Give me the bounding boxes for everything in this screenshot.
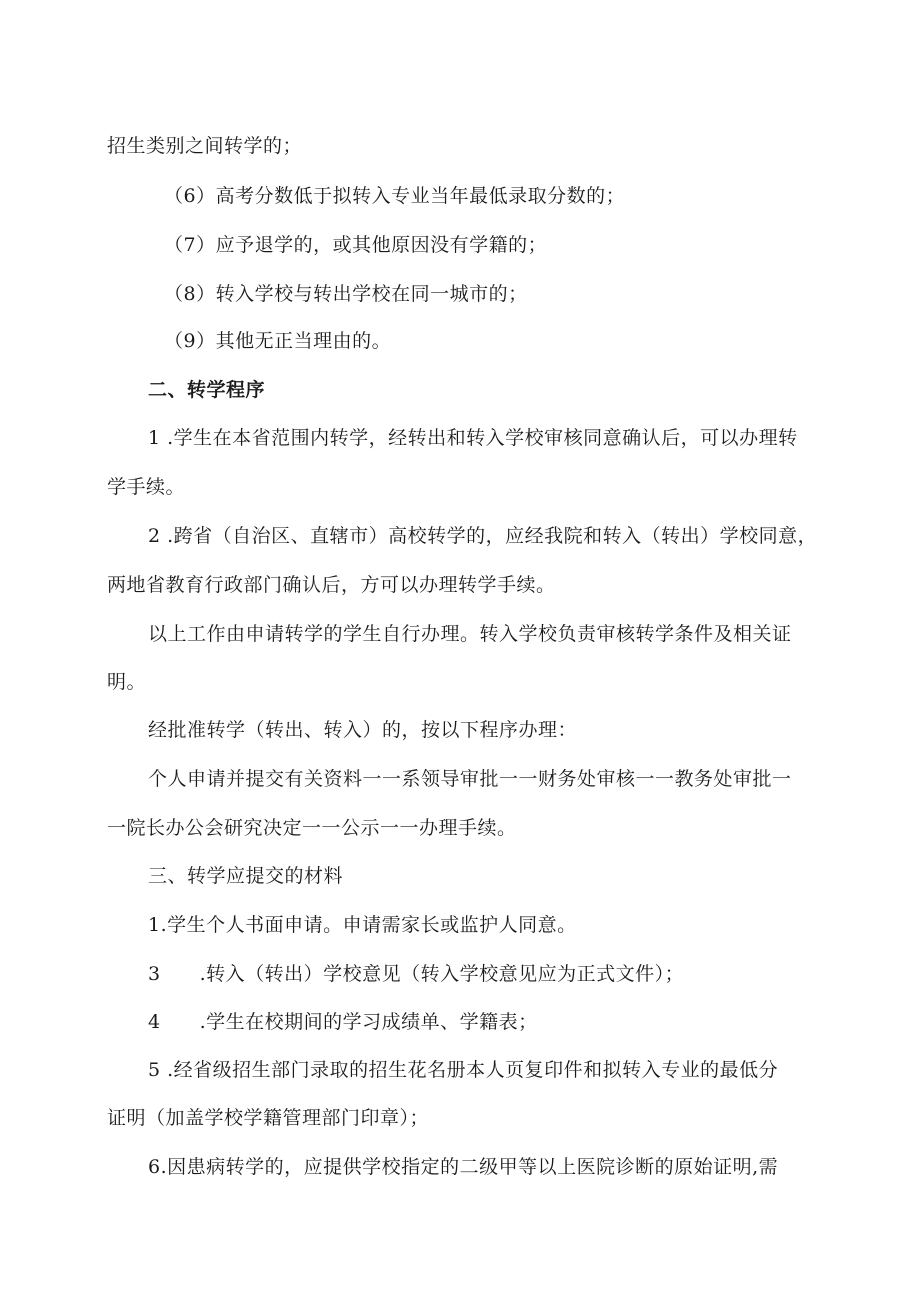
material-item-6: 6.因患病转学的，应提供学校指定的二级甲等以上医院诊断的原始证明,需 (148, 1156, 779, 1178)
paragraph-procedure-steps: 个人申请并提交有关资料一一系领导审批一一财务处审核一一教务处审批一 (148, 768, 792, 790)
paragraph-item-1: 1 .学生在本省范围内转学，经转出和转入学校审核同意确认后，可以办理转 (148, 427, 798, 449)
paragraph-note-cont: 明。 (107, 671, 147, 693)
paragraph-procedure-intro: 经批准转学（转出、转入）的，按以下程序办理： (148, 719, 578, 741)
list-item-9: （9）其他无正当理由的。 (164, 330, 392, 352)
material-item-1: 1.学生个人书面申请。申请需家长或监护人同意。 (148, 914, 577, 936)
section-heading-3: 三、转学应提交的材料 (148, 865, 344, 887)
list-item-7: （7）应予退学的，或其他原因没有学籍的； (164, 234, 548, 256)
list-item-8: （8）转入学校与转出学校在同一城市的； (164, 283, 528, 305)
material-item-5: 5 .经省级招生部门录取的招生花名册本人页复印件和拟转入专业的最低分 (148, 1059, 779, 1081)
paragraph-note: 以上工作由申请转学的学生自行办理。转入学校负责审核转学条件及相关证 (148, 623, 792, 645)
list-item-6: （6）高考分数低于拟转入专业当年最低录取分数的； (164, 185, 626, 207)
material-item-4: 4 .学生在校期间的学习成绩单、学籍表； (148, 1011, 538, 1033)
paragraph-item-1-cont: 学手续。 (107, 476, 186, 498)
material-item-3: 3 .转入（转出）学校意见（转入学校意见应为正式文件）； (148, 963, 685, 985)
section-heading-2: 二、转学程序 (148, 379, 266, 401)
paragraph-item-2: 2 .跨省（自治区、直辖市）高校转学的，应经我院和转入（转出）学校同意， (148, 525, 818, 547)
paragraph-procedure-steps-cont: 一院长办公会研究决定一一公示一一办理手续。 (107, 817, 517, 839)
paragraph-item-2-cont: 两地省教育行政部门确认后，方可以办理转学手续。 (107, 574, 556, 596)
material-item-5-cont: 证明（加盖学校学籍管理部门印章）； (107, 1107, 430, 1129)
text-line: 招生类别之间转学的； (107, 135, 303, 157)
